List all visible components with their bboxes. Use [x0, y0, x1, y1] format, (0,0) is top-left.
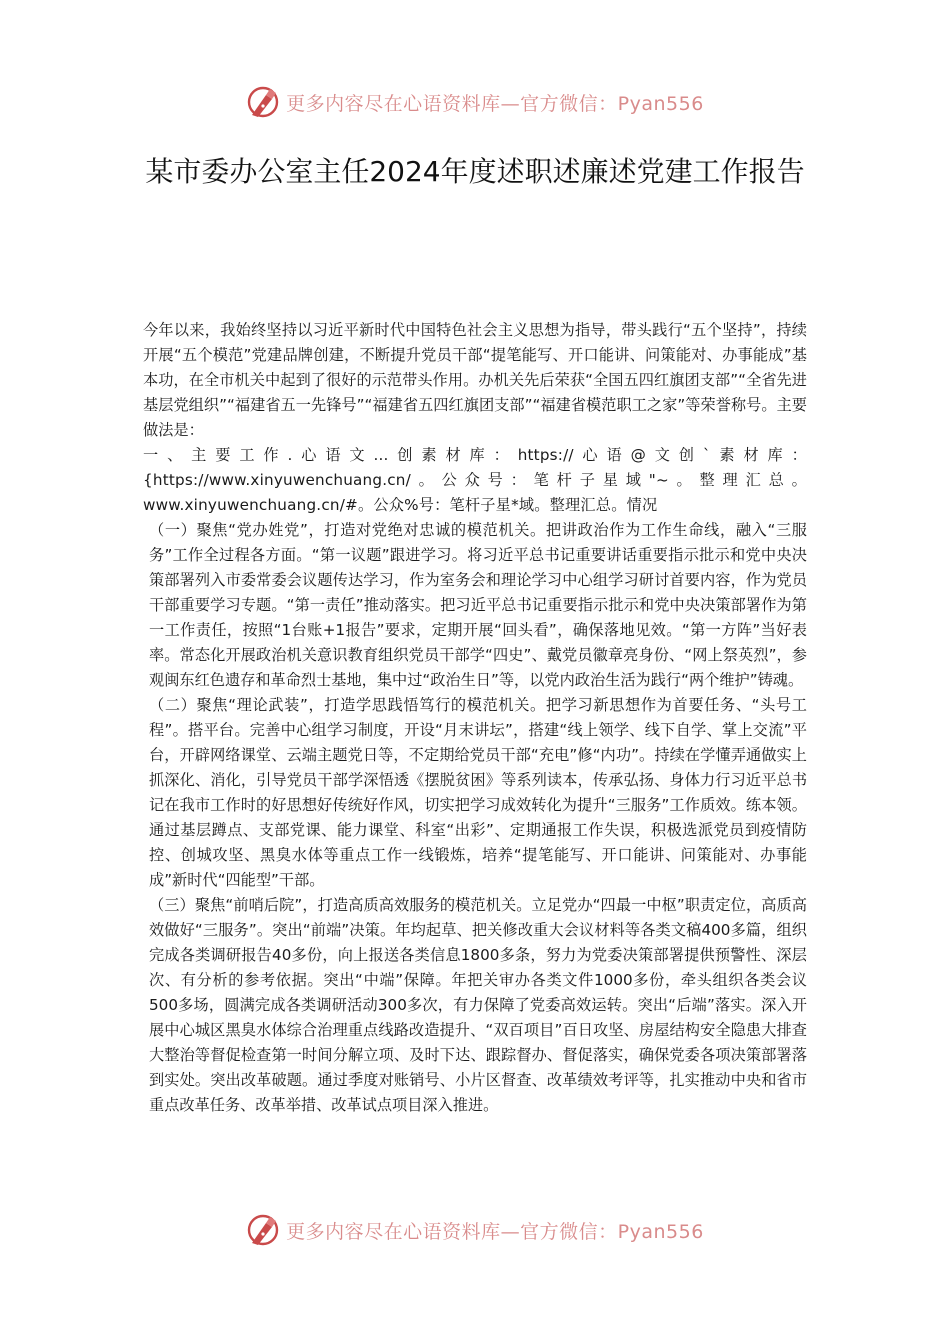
section-2-paragraph: （二）聚焦“理论武装”，打造学思践悟笃行的模范机关。把学习新思想作为首要任务、“头号工程”。搭平台。完善中心组学习制度，开设“月末讲坛”，搭建“线上领学、线下自学、掌上交流”平台，开辟网络课堂、云端主题党日等，不定期给党员干部“充电”修“内功”。持续在学懂弄通做实上抓深化、消化，引导党员干部学深悟透《摆脱贫困》等系列读本，传承弘扬、身体力行习近平总书记在我市工作时的好思想好传统好作风，切实把学习成效转化为提升“三服务”工作质效。练本领。通过基层蹲点、支部党课、能力课堂、科室“出彩”、定期通报工作失误，积极选派党员到疫情防控、创城攻坚、黑臭水体等重点工作一线锻炼，培养“提笔能写、开口能讲、问策能对、办事能成”新时代“四能型”干部。 — [149, 696, 807, 889]
section-1-paragraph: （一）聚焦“党办姓党”，打造对党绝对忠诚的模范机关。把讲政治作为工作生命线，融入“三服务”工作全过程各方面。“第一议题”跟进学习。将习近平总书记重要讲话重要指示批示和党中央决策部署列入市委常委会议题传达学习，作为室务会和理论学习中心组学习研讨首要内容，作为党员干部重要学习专题。“第一责任”推动落实。把习近平总书记重要指示批示和党中央决策部署作为第一工作责任，按照“1台账+1报告”要求，定期开展“回头看”，确保落地见效。“第一方阵”当好表率。常态化开展政治机关意识教育组织党员干部学“四史”、戴党员徽章亮身份、“网上祭英烈”，参观闽东红色遗存和革命烈士基地，集中过“政治生日”等，以党内政治生活为践行“两个维护”铸魂。 — [149, 521, 807, 689]
section-heading-main-work: 一、主要工作.心语文...创素材库：https://心语@文创`素材库：{https://www.xinyuwenchuang.cn/。公众号：笔杆子星域"~。整理汇总。www.xinyuwenchuang.cn/#。公众%号：笔杆子星*域。整理汇总。情况 — [143, 446, 807, 514]
document-body — [143, 318, 807, 1118]
watermark-text: 更多内容尽在心语资料库—官方微信：Pyan556 — [286, 1220, 704, 1243]
intro-paragraph: 今年以来，我始终坚持以习近平新时代中国特色社会主义思想为指导，带头践行“五个坚持”，持续开展“五个模范”党建品牌创建，不断提升党员干部“提笔能写、开口能讲、问策能对、办事能成”基本功，在全市机关中起到了很好的示范带头作用。办机关先后荣获“全国五四红旗团支部”“全省先进基层党组织”“福建省五一先锋号”“福建省五四红旗团支部”“福建省模范职工之家”等荣誉称号。主要做法是： — [143, 321, 807, 439]
header-watermark — [0, 82, 950, 122]
document-title: 某市委办公室主任2024年度述职述廉述党建工作报告 — [145, 155, 805, 188]
pen-nib-logo-icon — [246, 1213, 280, 1247]
section-3-paragraph: （三）聚焦“前哨后院”，打造高质高效服务的模范机关。立足党办“四最一中枢”职责定位，高质高效做好“三服务”。突出“前端”决策。年均起草、把关修改重大会议材料等各类文稿400多篇，组织完成各类调研报告40多份，向上报送各类信息1800多条，努力为党委决策部署提供预警性、深层次、有分析的参考依据。突出“中端”保障。年把关审办各类文件1000多份，牵头组织各类会议500多场，圆满完成各类调研活动300多次，有力保障了党委高效运转。突出“后端”落实。深入开展中心城区黑臭水体综合治理重点线路改造提升、“双百项目”百日攻坚、房屋结构安全隐患大排查大整治等督促检查第一时间分解立项、及时下达、跟踪督办、督促落实，确保党委各项决策部署落到实处。突出改革破题。通过季度对账销号、小片区督查、改革绩效考评等，扎实推动中央和省市重点改革任务、改革举措、改革试点项目深入推进。 — [149, 896, 807, 1114]
pen-nib-logo-icon — [246, 85, 280, 119]
footer-watermark — [0, 1210, 950, 1250]
watermark-text: 更多内容尽在心语资料库—官方微信：Pyan556 — [286, 92, 704, 115]
